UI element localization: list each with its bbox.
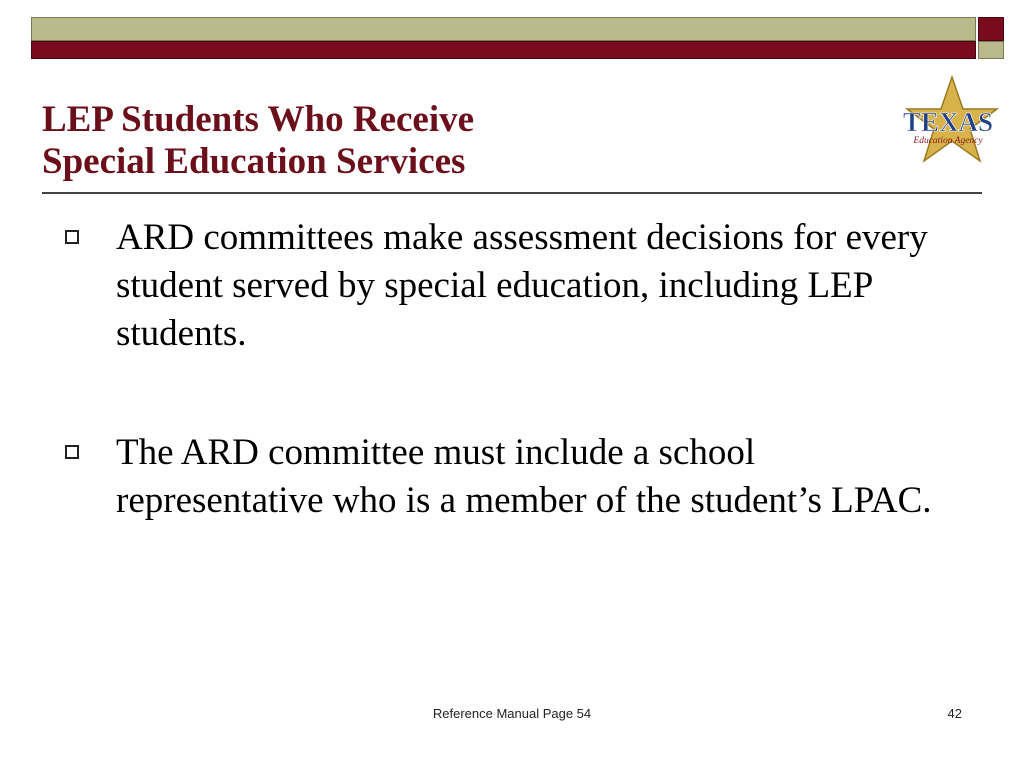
bullet-list [62,214,962,525]
slide-title [42,99,474,183]
header-band-maroon [31,41,976,59]
texas-education-agency-logo [890,75,1005,170]
bullet-text: ARD committees make assessment decisions for every student served by special education, including LEP students. [116,217,928,354]
bullet-text: The ARD committee must include a school representative who is a member of the student’s LPAC. [116,432,932,521]
title-underline [42,192,982,194]
logo-subtitle: Education Agency [913,136,983,146]
square-bullet-icon [65,230,79,244]
slide-number: 42 [947,706,962,721]
footer-reference: Reference Manual Page 54 [432,706,592,721]
slide-title-line-2: Special Education Services [42,141,466,182]
logo-wordmark: TEXAS [902,107,994,137]
slide-title-line-1: LEP Students Who Receive [42,99,475,140]
bullet-item [62,429,962,525]
square-bullet-icon [65,445,79,459]
header-band-olive [31,17,976,41]
bullet-item [62,214,962,358]
header-corner-square-olive [978,41,1004,59]
header-corner-square-maroon [978,17,1004,41]
